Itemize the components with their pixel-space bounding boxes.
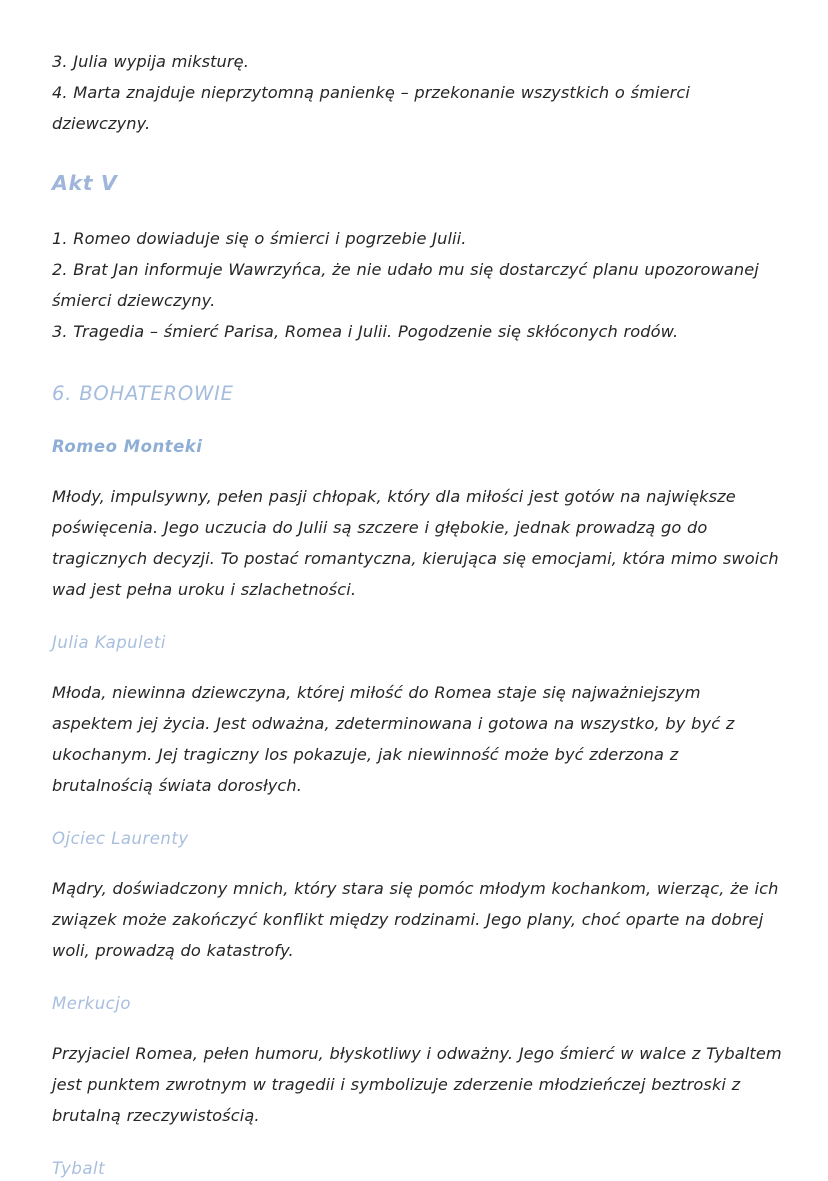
character-description-ojciec-laurenty: Mądry, doświadczony mnich, który stara się pomóc młodym kochankom, wierząc, że ich związek może zakończyć konflikt między rodzinami. Jego plany, choć oparte na dobrej woli, prowadzą do katastrofy. (52, 879, 779, 960)
spacer (52, 197, 782, 223)
heading-section-bohaterowie: 6. BOHATEROWIE (52, 382, 234, 405)
act-five-list (52, 223, 782, 347)
heading-character-ojciec-laurenty: Ojciec Laurenty (52, 829, 189, 848)
spacer (52, 605, 782, 631)
list-item: 4. Marta znajduje nieprzytomną panienkę – przekonanie wszystkich o śmierci dziewczyny. (52, 83, 690, 133)
spacer (52, 851, 782, 873)
spacer (52, 459, 782, 481)
spacer (52, 801, 782, 827)
character-description-merkucjo: Przyjaciel Romea, pełen humoru, błyskotliwy i odważny. Jego śmierć w walce z Tybaltem jest punktem zwrotnym w tragedii i symbolizuje zderzenie młodzieńczej beztroski z brutalną rzeczywistością. (52, 1044, 782, 1125)
character-description-romeo-monteki: Młody, impulsywny, pełen pasji chłopak, który dla miłości jest gotów na największe poświęcenia. Jego uczucia do Julii są szczere i głębokie, jednak prowadzą go do tragicznych decyzji. To postać romantyczna, kierująca się emocjami, która mimo swoich wad jest pełna uroku i szlachetności. (52, 487, 779, 599)
heading-act-five: Akt V (52, 171, 118, 195)
spacer (52, 347, 782, 381)
spacer (52, 1016, 782, 1038)
list-item: śmierci dziewczyny. (52, 291, 216, 310)
list-item: 2. Brat Jan informuje Wawrzyńca, że nie udało mu się dostarczyć planu upozorowanej (52, 260, 759, 279)
spacer (52, 139, 782, 169)
heading-character-julia-kapuleti: Julia Kapuleti (52, 633, 166, 652)
list-item: 3. Tragedia – śmierć Parisa, Romea i Julii. Pogodzenie się skłóconych rodów. (52, 322, 679, 341)
spacer (52, 1131, 782, 1157)
character-description-julia-kapuleti: Młoda, niewinna dziewczyna, której miłość do Romea staje się najważniejszym aspektem jej życia. Jest odważna, zdeterminowana i gotowa na wszystko, by być z ukochanym. Jej tragiczny los pokazuje, jak niewinność może być zderzona z brutalnością świata dorosłych. (52, 683, 735, 795)
spacer (52, 966, 782, 992)
document-content (52, 46, 782, 1181)
heading-character-merkucjo: Merkucjo (52, 994, 131, 1013)
list-item: 3. Julia wypija miksturę. (52, 52, 249, 71)
heading-character-romeo-monteki: Romeo Monteki (52, 437, 203, 456)
continued-list (52, 46, 782, 139)
spacer (52, 407, 782, 435)
spacer (52, 655, 782, 677)
list-item: 1. Romeo dowiaduje się o śmierci i pogrzebie Julii. (52, 229, 467, 248)
heading-character-tybalt: Tybalt (52, 1159, 106, 1178)
